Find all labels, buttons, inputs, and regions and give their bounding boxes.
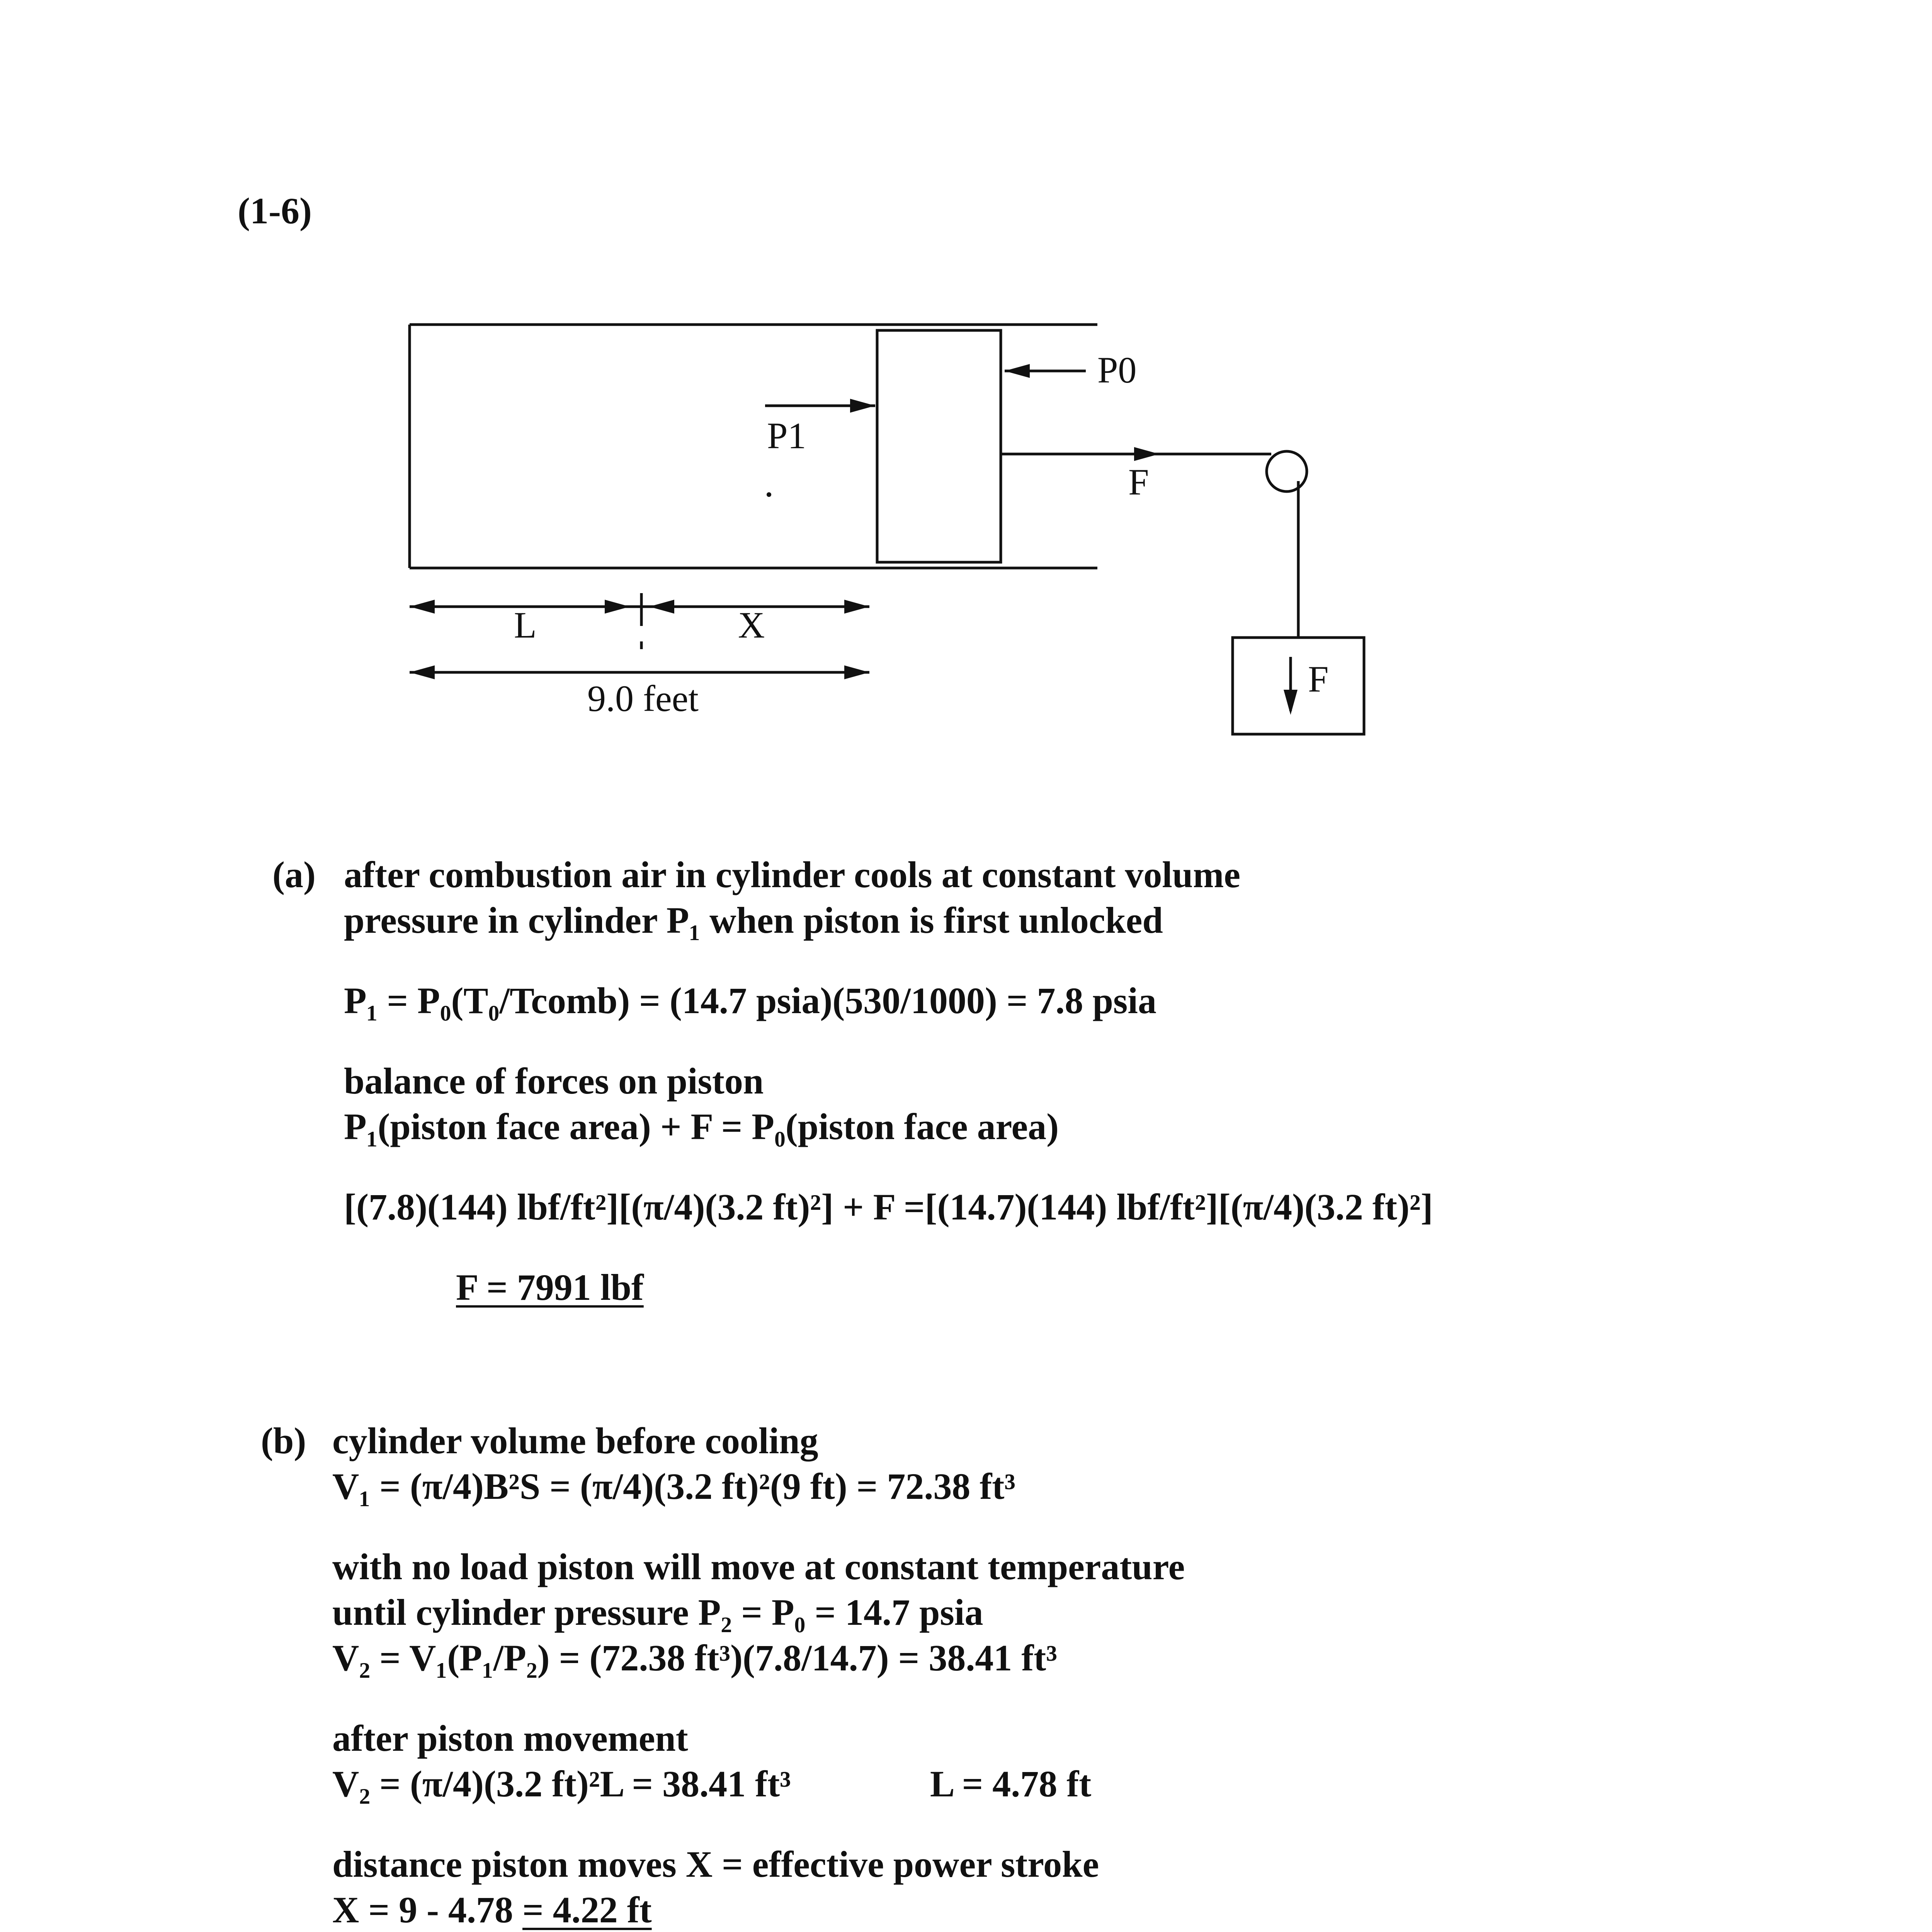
label-p1: P1 (767, 415, 806, 456)
piston-cylinder-diagram (386, 301, 1391, 746)
section-b-line1: cylinder volume before cooling (332, 1420, 818, 1461)
section-a-label: (a) (272, 854, 316, 895)
section-b-eq4-result: = 4.22 ft (522, 1889, 652, 1930)
section-b-label: (b) (261, 1420, 306, 1461)
section-a-line4: P₁(piston face area) + F = P₀(piston face area) (344, 1106, 1059, 1147)
label-length: 9.0 feet (587, 678, 699, 719)
section-b-eq3-result: L = 4.78 ft (930, 1763, 1092, 1804)
section-a-line2: pressure in cylinder P₁ when piston is first unlocked (344, 900, 1163, 941)
section-b-eq4-lhs: X = 9 - 4.78 (332, 1889, 522, 1930)
section-b-eq1: V₁ = (π/4)B²S = (π/4)(3.2 ft)²(9 ft) = 72.38 ft³ (332, 1466, 1016, 1507)
section-a-result: F = 7991 lbf (456, 1267, 644, 1308)
section-a-line1: after combustion air in cylinder cools at constant volume (344, 854, 1240, 895)
label-f-weight: F (1308, 658, 1329, 700)
problem-number: (1-6) (238, 190, 312, 231)
pulley (1267, 451, 1307, 492)
section-b-line5: distance piston moves X = effective power stroke (332, 1844, 1099, 1885)
section-a-line3: balance of forces on piston (344, 1060, 764, 1102)
section-a-eq1: P₁ = P₀(T₀/Tcomb) = (14.7 psia)(530/1000) = 7.8 psia (344, 980, 1156, 1021)
section-b-line3: until cylinder pressure P₂ = P₀ = 14.7 psia (332, 1592, 983, 1633)
section-b (261, 1418, 1185, 1932)
section-a-eq2: [(7.8)(144) lbf/ft²][(π/4)(3.2 ft)²] + F =[(14.7)(144) lbf/ft²][(π/4)(3.2 ft)²] (344, 1186, 1433, 1228)
section-b-line2: with no load piston will move at constant temperature (332, 1546, 1185, 1587)
label-x: X (738, 604, 765, 646)
section-b-line4: after piston movement (332, 1718, 688, 1759)
section-a (272, 852, 1433, 1310)
piston (877, 330, 1001, 562)
label-p0: P0 (1097, 349, 1137, 391)
hanging-weight (1233, 638, 1364, 734)
label-l: L (514, 604, 537, 646)
section-b-eq2: V₂ = V₁(P₁/P₂) = (72.38 ft³)(7.8/14.7) = 38.41 ft³ (332, 1637, 1058, 1679)
section-b-eq3: V₂ = (π/4)(3.2 ft)²L = 38.41 ft³ (332, 1763, 791, 1804)
label-f-rod: F (1128, 461, 1149, 503)
